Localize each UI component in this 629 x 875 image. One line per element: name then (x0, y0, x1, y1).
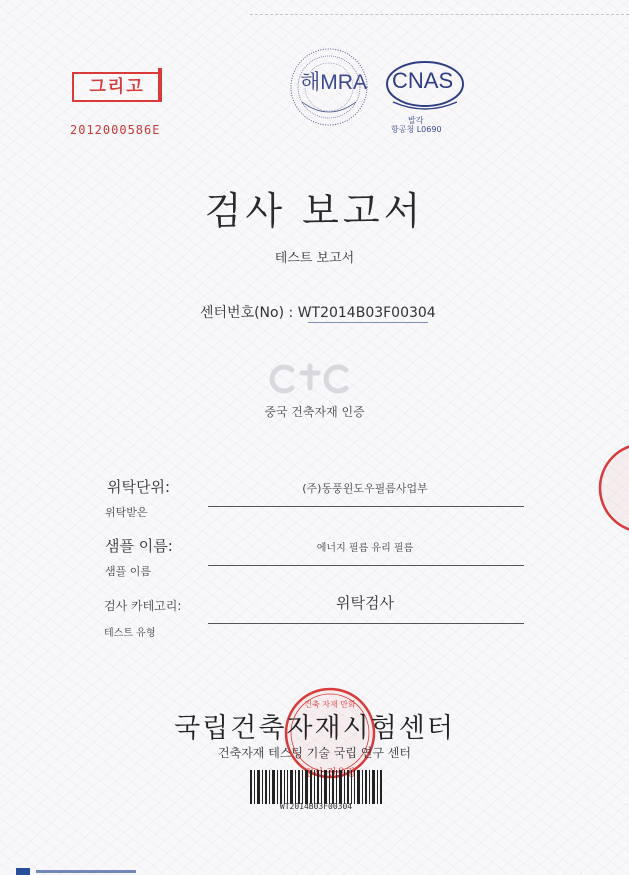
certificate-number: 2012000586E (70, 123, 161, 137)
barcode-number: WT2014B03F00304 (279, 802, 353, 811)
field-underline-sample (208, 565, 524, 566)
cnas-logo-text: CNAS (392, 68, 454, 93)
field-label-category: 검사 카테고리: (104, 599, 182, 613)
field-label-sample: 샘플 이름: (105, 537, 173, 555)
cnas-caption: 발각 (408, 116, 424, 125)
center-number-value: WT2014B03F00304 (297, 305, 436, 321)
certification-organization: 중국 건축자재 인증 (264, 405, 365, 419)
document-subtitle: 테스트 보고서 (274, 251, 355, 266)
barcode-icon (248, 768, 384, 806)
top-border (250, 0, 629, 15)
field-underline-category (208, 623, 524, 624)
approval-stamp: 그리고 (72, 72, 162, 102)
ctc-watermark-icon (266, 358, 358, 398)
center-number-underline (308, 322, 428, 323)
cnas-accreditation-number: 항공청 L0690 (391, 125, 442, 134)
center-number (200, 302, 436, 322)
field-sublabel-sample: 샘플 이름 (105, 565, 152, 578)
field-underline-client (208, 506, 524, 507)
seal-text-bottom: 검사 (304, 768, 324, 779)
field-sublabel-category: 테스트 유형 (104, 628, 156, 639)
field-sublabel-client: 위탁받은 (105, 506, 148, 519)
seal-text-top: 건축 자재 만화 (304, 700, 356, 709)
center-number-label: 센터번호(No) : (200, 305, 298, 321)
document-title: 검사 보고서 (204, 189, 425, 233)
field-value-client: (주)동풍윈도우필름사업부 (302, 482, 428, 495)
mra-logo-text: 해MRA (300, 71, 367, 94)
institution-subtitle: 건축자재 테스팅 기술 국립 연구 센터 (218, 746, 411, 760)
field-value-category: 위탁검사 (336, 594, 394, 612)
stamp-mark (158, 68, 162, 102)
field-label-client: 위탁단위: (107, 478, 171, 496)
field-value-sample: 에너지 필름 유리 필름 (316, 543, 414, 554)
footer-logo-icon (12, 862, 142, 875)
edge-seal-icon (596, 440, 629, 536)
institution-name: 국립건축자재시험센터 (174, 713, 455, 744)
